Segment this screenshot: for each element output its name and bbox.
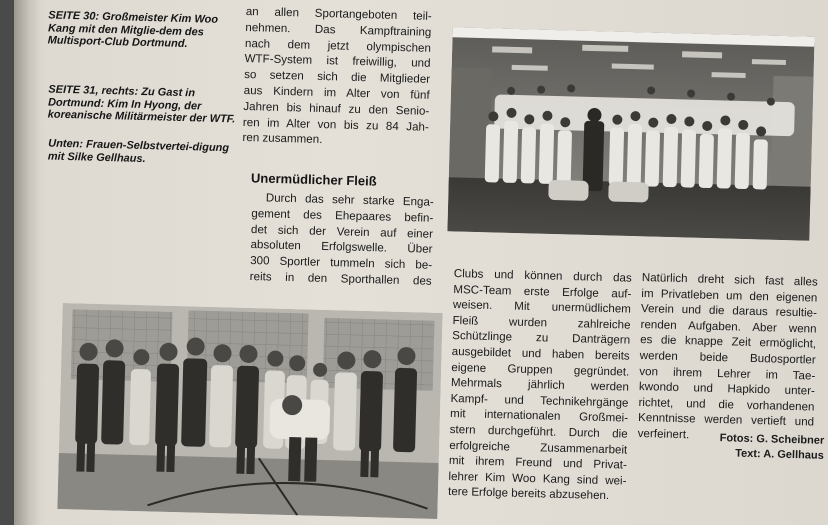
magazine-page: [14, 0, 828, 525]
text-line: Schützlinge zu Danträgern: [452, 329, 631, 348]
text-line: Fleiß wurden zahlreiche: [452, 313, 631, 332]
caption-unten: [48, 138, 239, 168]
text-line: ren zusammen.: [242, 131, 323, 147]
text-line: Natürlich dreht sich fast alles: [641, 270, 818, 289]
text-line: WTF-System ist freiwillig, und: [244, 52, 431, 71]
text-line: nach dem jetzt olympischen: [244, 36, 432, 55]
text-line: im Privatleben um den eigenen: [641, 286, 818, 305]
page-gutter: [14, 0, 40, 525]
text-line: es die knappe Zeit ermöglicht,: [640, 333, 817, 351]
text-column-2a: [242, 4, 432, 151]
photo-group-dojo: [447, 27, 814, 240]
text-line: lehrer Kim Woo Kang sind wei-: [448, 469, 627, 488]
text-line: mit ihrem Freund und Privat-: [448, 454, 628, 472]
text-line: Clubs und können durch das: [453, 266, 632, 285]
text-line: renden Aufgaben. Aber wenn: [640, 317, 817, 336]
caption-seite30: [48, 9, 249, 52]
text-line: erfolgreiche Zusammenarbeit: [449, 438, 628, 457]
text-column-4: [638, 270, 818, 446]
text-line: MSC-Team erste Erfolge auf-: [453, 282, 632, 301]
credit-fotos: Fotos: G. Scheibner: [719, 432, 825, 447]
caption-text: Frauen-Selbstvertei-digung mit Silke Gellhaus.: [47, 138, 230, 165]
caption-lead: SEITE 30:: [48, 9, 100, 23]
text-line: tere Erfolge bereits abzusehen.: [447, 485, 610, 503]
text-line: kwondo und Hapkido unter-: [638, 380, 816, 398]
text-line: Kampf- und Technikehrgänge: [450, 391, 629, 410]
text-line: absoluten Erfolgswelle. Über: [250, 238, 433, 257]
text-line: von ihrem Lehrer im Tae-: [639, 364, 816, 383]
text-column-3: [448, 266, 632, 504]
photo-credit: [682, 430, 825, 464]
text-line: nehmen. Das Kampftraining: [245, 20, 432, 39]
caption-text: Großmeister Kim Woo Kang mit den Mitglie-dem des Multisport-Club Dortmund.: [47, 10, 219, 51]
text-line: weisen. Mit unermüdlichem: [452, 298, 632, 316]
text-line: so setzen sich die Mitglieder: [243, 68, 431, 87]
text-line: Kenntnisse werden vertieft und: [637, 411, 815, 429]
text-line: an allen Sportangeboten teil-: [245, 4, 432, 23]
text-line: Verein und die daraus resultie-: [640, 302, 818, 320]
caption-lead: SEITE 31, rechts:: [48, 83, 139, 98]
photo-self-defense: [57, 303, 442, 519]
caption-lead: Unten:: [48, 137, 84, 151]
text-line: det sich der Verein auf einer: [250, 222, 434, 241]
text-line: aus Kindern im Alter von fünf: [243, 83, 430, 102]
caption-text: Zu Gast in Dortmund: Kim In Hyong, der koreanische Militärmeister der WTF.: [47, 85, 236, 126]
text-line: 300 Sportler tummeln sich be-: [249, 254, 433, 272]
text-line: gement des Ehepaares befin-: [251, 206, 434, 225]
text-line: reits in den Sporthallen des: [249, 269, 432, 288]
text-line: ren im Alter von bis zu 84 Jah-: [242, 115, 430, 134]
section-heading: Unermüdlicher Fleiß: [250, 170, 377, 189]
caption-seite31: [48, 84, 239, 126]
text-line: Mehrmals jährlich werden: [450, 376, 630, 394]
text-line: mit internationalen Großmei-: [449, 407, 629, 425]
text-line: richtet, und die vorhandenen: [638, 395, 815, 414]
credit-text: Text: A. Gellhaus: [735, 447, 824, 462]
text-line: stern durchgeführt. Durch die: [449, 422, 628, 441]
text-line: Durch das sehr starke Enga-: [265, 191, 434, 209]
text-line: Jahren bis hinauf zu den Senio-: [243, 99, 430, 118]
text-line: werden beide Budosportler: [639, 348, 816, 367]
text-column-2b: [250, 190, 434, 290]
text-line: verfeinert.: [637, 426, 690, 442]
text-line: eigene Gruppen gegründet.: [451, 360, 630, 379]
text-line: ausgebildet und haben bereits: [451, 344, 630, 363]
